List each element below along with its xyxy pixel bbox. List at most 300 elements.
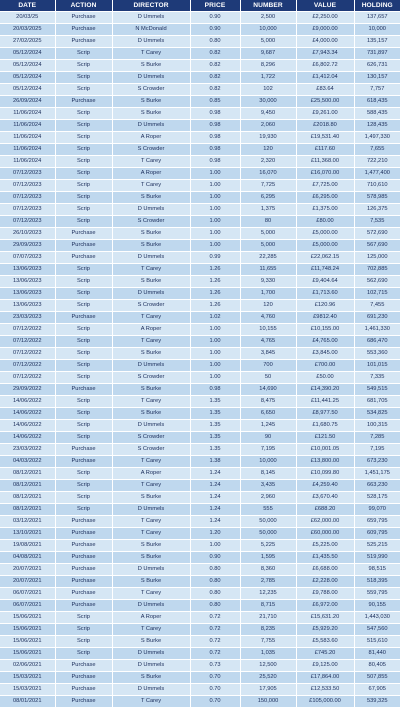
table-row	[0, 204, 400, 216]
cell-date: 07/07/2023	[0, 252, 55, 264]
cell-action: Purchase	[55, 228, 112, 240]
cell-director: D Ummels	[112, 600, 190, 612]
cell-holding: 519,990	[354, 552, 400, 564]
cell-date: 07/12/2023	[0, 180, 55, 192]
cell-number: 3,435	[240, 480, 296, 492]
cell-price: 1.24	[190, 480, 240, 492]
cell-price: 1.00	[190, 168, 240, 180]
cell-number: 7,755	[240, 636, 296, 648]
cell-value: £9812.40	[296, 312, 354, 324]
cell-director: D Ummels	[112, 252, 190, 264]
cell-action: Purchase	[55, 600, 112, 612]
cell-number: 2,500	[240, 12, 296, 24]
cell-value: £700.00	[296, 360, 354, 372]
cell-number: 30,000	[240, 96, 296, 108]
table-row	[0, 624, 400, 636]
cell-action: Scrip	[55, 396, 112, 408]
cell-action: Scrip	[55, 288, 112, 300]
cell-director: S Burke	[112, 552, 190, 564]
cell-action: Purchase	[55, 660, 112, 672]
cell-number: 102	[240, 84, 296, 96]
cell-date: 13/06/2023	[0, 264, 55, 276]
cell-holding: 681,705	[354, 396, 400, 408]
header-action: ACTION	[55, 0, 112, 12]
cell-value: £1,713.60	[296, 288, 354, 300]
cell-number: 6,295	[240, 192, 296, 204]
cell-director: T Carey	[112, 264, 190, 276]
cell-value: £50.00	[296, 372, 354, 384]
cell-price: 0.72	[190, 612, 240, 624]
cell-price: 0.73	[190, 660, 240, 672]
cell-director: S Burke	[112, 492, 190, 504]
cell-action: Purchase	[55, 456, 112, 468]
cell-action: Scrip	[55, 108, 112, 120]
cell-value: £9,000.00	[296, 24, 354, 36]
cell-value: £3,670.40	[296, 492, 354, 504]
cell-date: 04/08/2021	[0, 552, 55, 564]
cell-action: Purchase	[55, 672, 112, 684]
cell-holding: 534,825	[354, 408, 400, 420]
cell-date: 14/06/2022	[0, 396, 55, 408]
cell-number: 12,235	[240, 588, 296, 600]
cell-number: 4,765	[240, 336, 296, 348]
cell-value: £9,404.64	[296, 276, 354, 288]
cell-number: 9,450	[240, 108, 296, 120]
cell-holding: 7,757	[354, 84, 400, 96]
cell-holding: 663,230	[354, 480, 400, 492]
cell-date: 11/06/2024	[0, 120, 55, 132]
cell-price: 1.00	[190, 336, 240, 348]
cell-price: 1.20	[190, 528, 240, 540]
cell-price: 1.26	[190, 264, 240, 276]
cell-price: 1.24	[190, 516, 240, 528]
cell-director: A Roper	[112, 324, 190, 336]
cell-date: 08/12/2021	[0, 492, 55, 504]
cell-number: 50,000	[240, 516, 296, 528]
header-director: DIRECTOR	[112, 0, 190, 12]
table-row	[0, 132, 400, 144]
cell-price: 1.00	[190, 240, 240, 252]
header-date: DATE	[0, 0, 55, 12]
header-holding: HOLDING	[354, 0, 400, 12]
cell-holding: 7,285	[354, 432, 400, 444]
cell-date: 20/03/2025	[0, 24, 55, 36]
cell-director: S Crowder	[112, 372, 190, 384]
cell-number: 2,785	[240, 576, 296, 588]
cell-value: £9,788.00	[296, 588, 354, 600]
cell-number: 17,905	[240, 684, 296, 696]
cell-number: 25,520	[240, 672, 296, 684]
cell-number: 120	[240, 144, 296, 156]
cell-number: 22,285	[240, 252, 296, 264]
cell-price: 0.98	[190, 384, 240, 396]
cell-date: 08/12/2021	[0, 468, 55, 480]
cell-date: 11/06/2024	[0, 144, 55, 156]
cell-action: Scrip	[55, 300, 112, 312]
table-row	[0, 96, 400, 108]
cell-action: Scrip	[55, 132, 112, 144]
cell-date: 04/03/2022	[0, 456, 55, 468]
table-row	[0, 648, 400, 660]
cell-number: 90	[240, 432, 296, 444]
cell-holding: 578,985	[354, 192, 400, 204]
cell-price: 0.82	[190, 72, 240, 84]
cell-price: 0.82	[190, 84, 240, 96]
cell-price: 1.02	[190, 312, 240, 324]
cell-director: S Burke	[112, 672, 190, 684]
cell-date: 07/12/2022	[0, 348, 55, 360]
table-row	[0, 36, 400, 48]
cell-action: Scrip	[55, 156, 112, 168]
cell-holding: 618,435	[354, 96, 400, 108]
table-row	[0, 372, 400, 384]
table-row	[0, 24, 400, 36]
cell-action: Scrip	[55, 624, 112, 636]
cell-date: 14/06/2022	[0, 408, 55, 420]
table-row	[0, 468, 400, 480]
cell-value: £8,977.50	[296, 408, 354, 420]
cell-director: T Carey	[112, 456, 190, 468]
cell-value: £22,062.15	[296, 252, 354, 264]
cell-number: 1,375	[240, 204, 296, 216]
cell-number: 21,710	[240, 612, 296, 624]
cell-value: £16,070.00	[296, 168, 354, 180]
cell-holding: 7,195	[354, 444, 400, 456]
cell-number: 9,687	[240, 48, 296, 60]
cell-action: Purchase	[55, 552, 112, 564]
cell-number: 8,235	[240, 624, 296, 636]
table-row	[0, 348, 400, 360]
cell-director: T Carey	[112, 312, 190, 324]
cell-director: T Carey	[112, 588, 190, 600]
header-value: VALUE	[296, 0, 354, 12]
cell-director: T Carey	[112, 396, 190, 408]
cell-holding: 137,657	[354, 12, 400, 24]
cell-value: £1,680.75	[296, 420, 354, 432]
cell-date: 07/12/2023	[0, 192, 55, 204]
cell-action: Purchase	[55, 96, 112, 108]
table-row	[0, 288, 400, 300]
cell-action: Scrip	[55, 324, 112, 336]
cell-price: 1.24	[190, 492, 240, 504]
cell-action: Scrip	[55, 360, 112, 372]
cell-value: £6,972.00	[296, 600, 354, 612]
cell-holding: 7,335	[354, 372, 400, 384]
cell-price: 0.98	[190, 156, 240, 168]
cell-price: 1.00	[190, 348, 240, 360]
cell-holding: 10,000	[354, 24, 400, 36]
table-row	[0, 516, 400, 528]
cell-holding: 98,515	[354, 564, 400, 576]
table-header	[0, 0, 400, 12]
cell-holding: 525,215	[354, 540, 400, 552]
table-row	[0, 108, 400, 120]
cell-number: 11,655	[240, 264, 296, 276]
cell-director: S Crowder	[112, 84, 190, 96]
table-row	[0, 408, 400, 420]
cell-price: 1.00	[190, 360, 240, 372]
cell-number: 5,000	[240, 240, 296, 252]
cell-holding: 81,440	[354, 648, 400, 660]
cell-number: 19,930	[240, 132, 296, 144]
cell-date: 13/10/2021	[0, 528, 55, 540]
cell-date: 23/03/2022	[0, 444, 55, 456]
table-row	[0, 276, 400, 288]
cell-value: £7,725.00	[296, 180, 354, 192]
cell-director: D Ummels	[112, 204, 190, 216]
cell-number: 50,000	[240, 528, 296, 540]
header-row	[0, 0, 400, 12]
cell-price: 0.70	[190, 672, 240, 684]
cell-holding: 100,315	[354, 420, 400, 432]
cell-holding: 722,210	[354, 156, 400, 168]
cell-price: 1.35	[190, 408, 240, 420]
cell-value: £105,000.00	[296, 696, 354, 708]
table-row	[0, 600, 400, 612]
cell-holding: 572,690	[354, 228, 400, 240]
cell-number: 8,475	[240, 396, 296, 408]
cell-value: £2,250.00	[296, 12, 354, 24]
cell-price: 0.98	[190, 120, 240, 132]
cell-value: £1,435.50	[296, 552, 354, 564]
cell-price: 0.80	[190, 576, 240, 588]
cell-director: S Burke	[112, 240, 190, 252]
table-row	[0, 60, 400, 72]
cell-number: 8,715	[240, 600, 296, 612]
cell-director: A Roper	[112, 612, 190, 624]
cell-value: £6,802.72	[296, 60, 354, 72]
cell-date: 08/01/2021	[0, 696, 55, 708]
cell-value: £2,228.00	[296, 576, 354, 588]
cell-price: 1.00	[190, 324, 240, 336]
cell-value: £83.64	[296, 84, 354, 96]
cell-value: £11,368.00	[296, 156, 354, 168]
cell-director: D Ummels	[112, 120, 190, 132]
cell-holding: 1,443,030	[354, 612, 400, 624]
cell-number: 1,245	[240, 420, 296, 432]
cell-number: 5,000	[240, 36, 296, 48]
cell-number: 1,722	[240, 72, 296, 84]
cell-number: 16,070	[240, 168, 296, 180]
cell-date: 11/06/2024	[0, 156, 55, 168]
cell-holding: 7,655	[354, 144, 400, 156]
table-row	[0, 660, 400, 672]
cell-action: Scrip	[55, 120, 112, 132]
cell-price: 1.24	[190, 504, 240, 516]
cell-date: 07/12/2023	[0, 216, 55, 228]
table-row	[0, 384, 400, 396]
cell-price: 1.35	[190, 396, 240, 408]
cell-action: Scrip	[55, 504, 112, 516]
cell-director: S Burke	[112, 408, 190, 420]
cell-director: D Ummels	[112, 648, 190, 660]
cell-price: 1.35	[190, 432, 240, 444]
cell-price: 0.99	[190, 252, 240, 264]
cell-date: 11/06/2024	[0, 132, 55, 144]
table-row	[0, 492, 400, 504]
cell-holding: 1,497,330	[354, 132, 400, 144]
table-row	[0, 504, 400, 516]
cell-date: 14/06/2022	[0, 420, 55, 432]
cell-holding: 588,435	[354, 108, 400, 120]
cell-director: A Roper	[112, 168, 190, 180]
cell-value: £10,099.80	[296, 468, 354, 480]
cell-number: 2,960	[240, 492, 296, 504]
cell-date: 07/12/2022	[0, 336, 55, 348]
table-row	[0, 192, 400, 204]
table-row	[0, 48, 400, 60]
cell-director: T Carey	[112, 528, 190, 540]
cell-number: 50	[240, 372, 296, 384]
cell-value: £5,000.00	[296, 240, 354, 252]
table-row	[0, 612, 400, 624]
cell-director: S Crowder	[112, 444, 190, 456]
cell-date: 15/06/2021	[0, 612, 55, 624]
cell-date: 26/09/2024	[0, 96, 55, 108]
cell-number: 6,650	[240, 408, 296, 420]
cell-number: 150,000	[240, 696, 296, 708]
cell-action: Scrip	[55, 372, 112, 384]
cell-price: 1.00	[190, 540, 240, 552]
cell-holding: 686,470	[354, 336, 400, 348]
cell-number: 10,000	[240, 24, 296, 36]
cell-director: D Ummels	[112, 12, 190, 24]
cell-action: Purchase	[55, 516, 112, 528]
cell-price: 0.80	[190, 564, 240, 576]
cell-holding: 102,715	[354, 288, 400, 300]
cell-action: Purchase	[55, 684, 112, 696]
cell-holding: 125,000	[354, 252, 400, 264]
table-row	[0, 84, 400, 96]
cell-date: 05/12/2024	[0, 84, 55, 96]
cell-date: 02/06/2021	[0, 660, 55, 672]
cell-holding: 553,360	[354, 348, 400, 360]
cell-date: 27/02/2025	[0, 36, 55, 48]
cell-director: A Roper	[112, 132, 190, 144]
cell-number: 555	[240, 504, 296, 516]
cell-director: T Carey	[112, 516, 190, 528]
cell-date: 07/12/2022	[0, 360, 55, 372]
cell-date: 26/10/2023	[0, 228, 55, 240]
cell-value: £11,748.24	[296, 264, 354, 276]
cell-number: 5,000	[240, 228, 296, 240]
cell-price: 1.38	[190, 456, 240, 468]
cell-date: 05/12/2024	[0, 60, 55, 72]
cell-number: 700	[240, 360, 296, 372]
cell-director: D Ummels	[112, 564, 190, 576]
cell-holding: 731,897	[354, 48, 400, 60]
cell-value: £2018.80	[296, 120, 354, 132]
cell-holding: 126,375	[354, 204, 400, 216]
cell-date: 07/12/2022	[0, 324, 55, 336]
cell-price: 0.85	[190, 96, 240, 108]
cell-action: Purchase	[55, 12, 112, 24]
cell-price: 0.98	[190, 132, 240, 144]
cell-price: 0.90	[190, 552, 240, 564]
cell-date: 08/12/2021	[0, 480, 55, 492]
cell-action: Purchase	[55, 24, 112, 36]
table-row	[0, 564, 400, 576]
cell-director: T Carey	[112, 336, 190, 348]
cell-value: £11,441.25	[296, 396, 354, 408]
cell-director: S Burke	[112, 540, 190, 552]
cell-number: 120	[240, 300, 296, 312]
cell-date: 15/03/2021	[0, 672, 55, 684]
cell-value: £1,375.00	[296, 204, 354, 216]
cell-date: 03/12/2021	[0, 516, 55, 528]
table-row	[0, 168, 400, 180]
cell-director: D Ummels	[112, 660, 190, 672]
table-body	[0, 12, 400, 708]
cell-date: 13/06/2023	[0, 276, 55, 288]
cell-value: £17,864.00	[296, 672, 354, 684]
cell-director: S Burke	[112, 228, 190, 240]
cell-value: £10,155.00	[296, 324, 354, 336]
cell-holding: 130,157	[354, 72, 400, 84]
cell-action: Scrip	[55, 480, 112, 492]
cell-director: S Burke	[112, 636, 190, 648]
cell-action: Scrip	[55, 336, 112, 348]
cell-action: Scrip	[55, 72, 112, 84]
cell-director: D Ummels	[112, 420, 190, 432]
cell-date: 13/06/2023	[0, 300, 55, 312]
table-row	[0, 576, 400, 588]
table-row	[0, 72, 400, 84]
cell-price: 1.35	[190, 444, 240, 456]
cell-holding: 67,905	[354, 684, 400, 696]
cell-price: 0.98	[190, 144, 240, 156]
cell-action: Purchase	[55, 240, 112, 252]
cell-value: £9,125.00	[296, 660, 354, 672]
cell-action: Scrip	[55, 204, 112, 216]
cell-date: 05/12/2024	[0, 72, 55, 84]
cell-price: 0.90	[190, 24, 240, 36]
cell-action: Purchase	[55, 252, 112, 264]
table-row	[0, 120, 400, 132]
cell-number: 14,690	[240, 384, 296, 396]
cell-director: S Burke	[112, 60, 190, 72]
table-row	[0, 312, 400, 324]
cell-director: D Ummels	[112, 684, 190, 696]
cell-value: £19,531.40	[296, 132, 354, 144]
cell-action: Scrip	[55, 180, 112, 192]
cell-price: 0.82	[190, 48, 240, 60]
cell-value: £6,688.00	[296, 564, 354, 576]
cell-number: 1,595	[240, 552, 296, 564]
cell-value: £120.96	[296, 300, 354, 312]
cell-director: D Ummels	[112, 504, 190, 516]
cell-value: £6,295.00	[296, 192, 354, 204]
cell-date: 06/07/2021	[0, 588, 55, 600]
cell-number: 4,760	[240, 312, 296, 324]
table-row	[0, 588, 400, 600]
table-row	[0, 480, 400, 492]
cell-date: 15/06/2021	[0, 648, 55, 660]
cell-director: A Roper	[112, 468, 190, 480]
cell-action: Scrip	[55, 432, 112, 444]
cell-holding: 1,451,175	[354, 468, 400, 480]
cell-date: 07/12/2022	[0, 372, 55, 384]
cell-number: 10,000	[240, 456, 296, 468]
cell-director: S Crowder	[112, 216, 190, 228]
cell-number: 5,225	[240, 540, 296, 552]
cell-value: £5,000.00	[296, 228, 354, 240]
cell-price: 0.80	[190, 588, 240, 600]
cell-action: Purchase	[55, 576, 112, 588]
cell-price: 0.70	[190, 696, 240, 708]
cell-value: £4,765.00	[296, 336, 354, 348]
cell-value: £15,631.20	[296, 612, 354, 624]
